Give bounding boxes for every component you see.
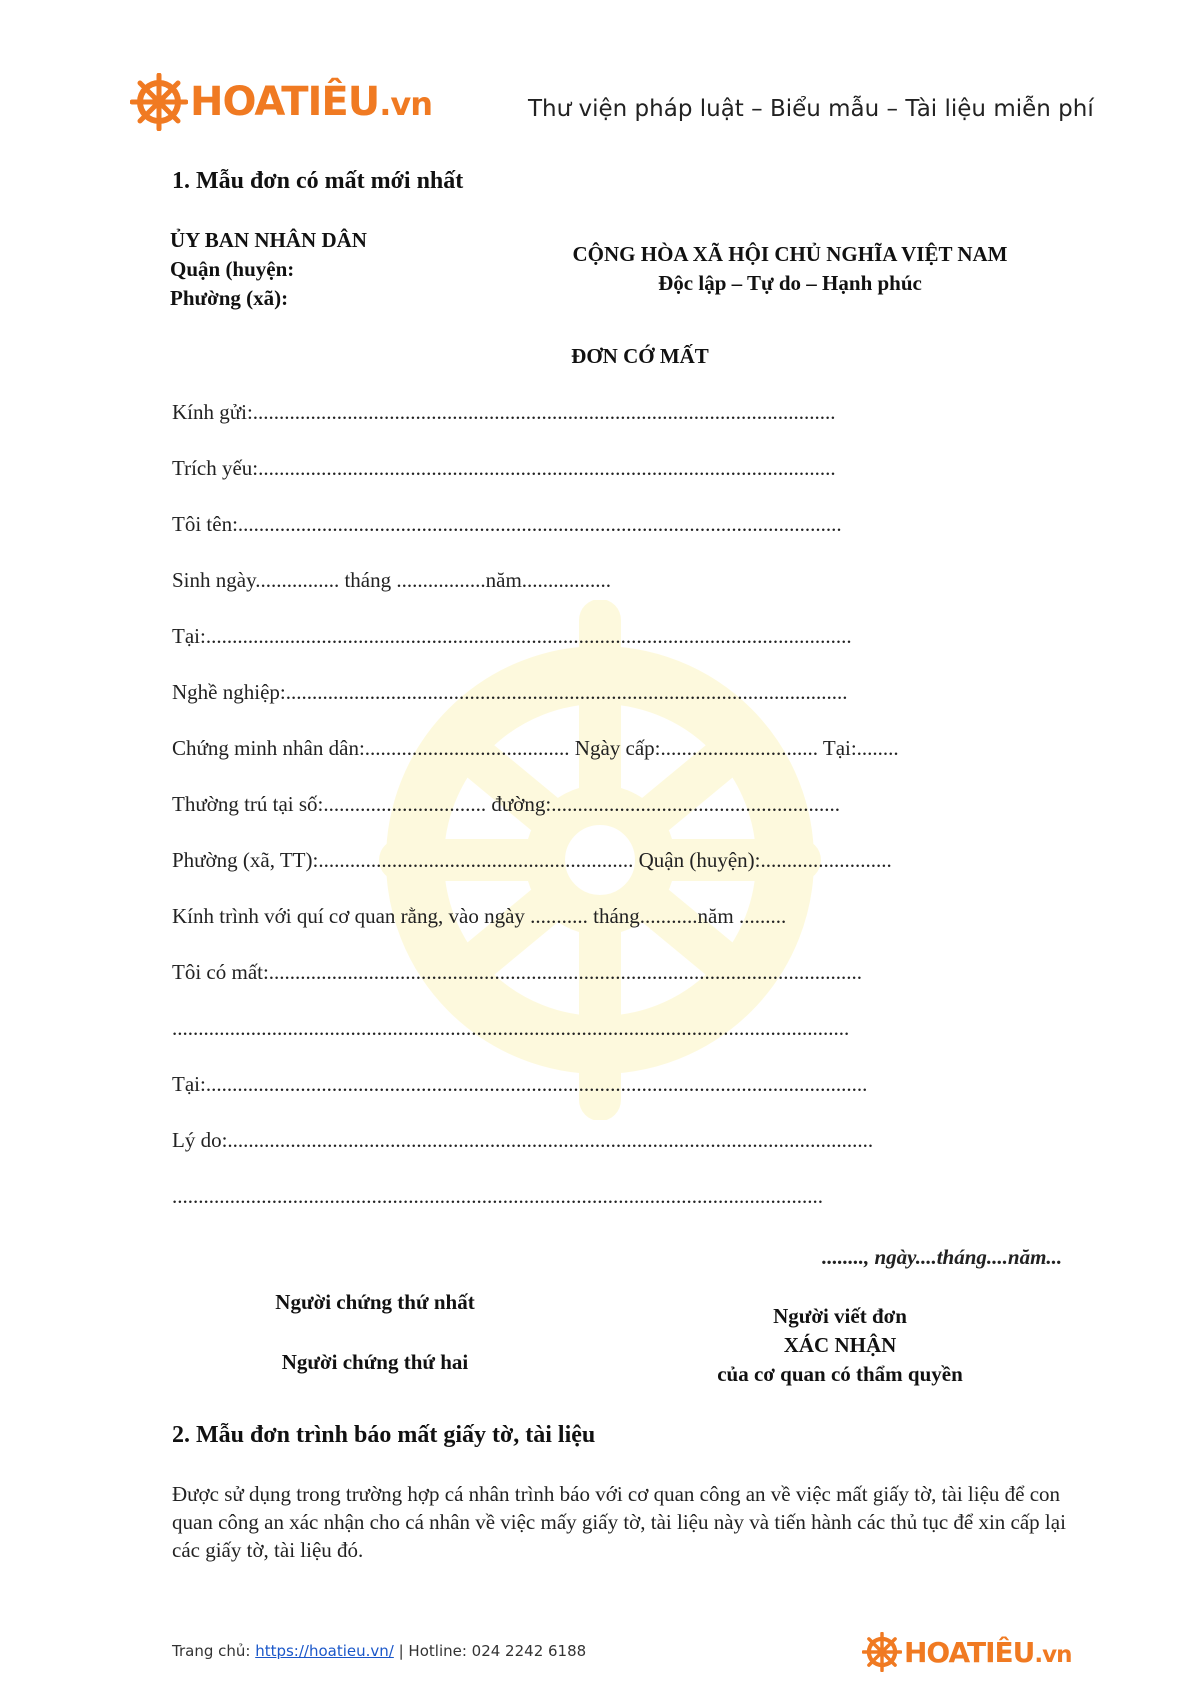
date-line-text: ........, ngày....tháng....năm... — [822, 1245, 1063, 1269]
footer-text — [172, 1642, 586, 1660]
witness-1: Người chứng thứ nhất — [275, 1290, 475, 1314]
footer-home-link[interactable]: https://hoatieu.vn/ — [255, 1642, 394, 1660]
country-name: CỘNG HÒA XÃ HỘI CHỦ NGHĨA VIỆT NAM — [572, 242, 1008, 266]
footer-logo-main: HOATIÊU — [904, 1635, 1035, 1669]
form-title: ĐƠN CỚ MẤT — [571, 344, 709, 368]
footer-logo-tld: .vn — [1034, 1641, 1072, 1668]
form-line-recipient: Kính gửi:............................................................................................................... — [172, 400, 836, 424]
committee-name: ỦY BAN NHÂN DÂN — [170, 228, 367, 252]
right-header-block — [500, 240, 1080, 298]
form-line-birthdate: Sinh ngày................ tháng .................năm................. — [172, 568, 612, 592]
footer-logo[interactable] — [862, 1630, 1071, 1674]
form-line-lost-items-cont: ................................................................................................................................. — [172, 1016, 850, 1040]
form-line-occupation: Nghề nghiệp:........................................................................................................... — [172, 680, 848, 704]
form-line-reason: Lý do:........................................................................................................................... — [172, 1128, 874, 1152]
form-line-name: Tôi tên:................................................................................................................... — [172, 512, 842, 536]
form-line-id-card: Chứng minh nhân dân:....................................... Ngày cấp:.............................. Tại:........ — [172, 736, 899, 760]
ship-wheel-logo-icon — [130, 73, 188, 131]
confirm-label: XÁC NHẬN — [783, 1333, 897, 1357]
form-line-birthplace: Tại:........................................................................................................................... — [172, 624, 852, 648]
form-line-reason-cont: ............................................................................................................................ — [172, 1184, 823, 1208]
signature-block — [680, 1302, 1000, 1389]
logo-main-text: HOATIÊU — [190, 79, 380, 125]
footer-hotline: | Hotline: 024 2242 6188 — [393, 1642, 587, 1660]
date-line — [822, 1245, 1062, 1270]
writer-label: Người viết đơn — [773, 1304, 907, 1328]
ward-field: Phường (xã): — [170, 286, 289, 310]
section1-title: 1. Mẫu đơn có mất mới nhất — [172, 168, 464, 194]
authority-label: của cơ quan có thẩm quyền — [717, 1362, 963, 1386]
logo-tld-text: .vn — [379, 85, 433, 123]
form-line-place: Tại:.............................................................................................................................. — [172, 1072, 868, 1096]
section2-paragraph: Được sử dụng trong trường hợp cá nhân trình báo với cơ quan công an về việc mất giấy tờ, tài liệu để con quan công an xác nhận cho cá nhân về việc mấy giấy tờ, tài liệu này và tiến hành các thủ tục để xin cấp lại các giấy tờ, tài liệu đó. — [172, 1482, 1066, 1562]
form-line-residence: Thường trú tại số:............................... đường:....................................................... — [172, 792, 840, 816]
form-line-lost-items: Tôi có mất:................................................................................................................. — [172, 960, 863, 984]
form-line-subject: Trích yếu:.............................................................................................................. — [172, 456, 836, 480]
footer-home-label: Trang chủ: — [172, 1642, 256, 1660]
district-field: Quận (huyện: — [170, 257, 295, 281]
witness-2: Người chứng thứ hai — [281, 1350, 469, 1374]
header-tagline: Thư viện pháp luật – Biểu mẫu – Tài liệu miễn phí — [528, 96, 1094, 122]
form-line-ward-district: Phường (xã, TT):............................................................ Quận (huyện):......................... — [172, 848, 892, 872]
ship-wheel-footer-icon — [862, 1632, 902, 1672]
header-logo[interactable] — [130, 70, 432, 134]
left-header-block — [170, 226, 367, 313]
motto: Độc lập – Tự do – Hạnh phúc — [658, 271, 922, 295]
form-line-report-date: Kính trình với quí cơ quan rằng, vào ngày ........... tháng...........năm ......... — [172, 904, 787, 928]
section2-title: 2. Mẫu đơn trình báo mất giấy tờ, tài liệu — [172, 1422, 596, 1448]
